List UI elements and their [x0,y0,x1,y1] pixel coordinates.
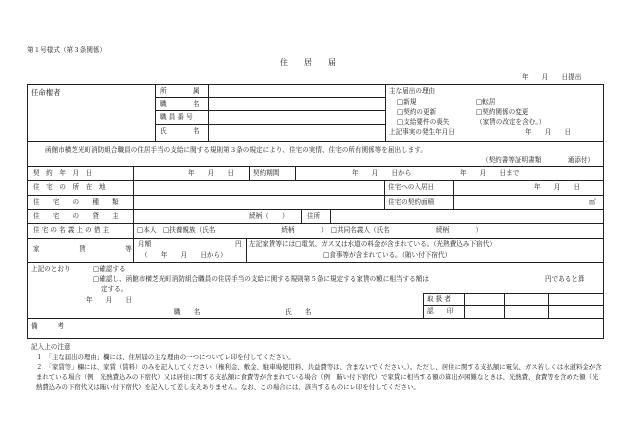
meals-included-note[interactable]: □食事等が含まれている。（賄い付下宿代） [323,251,452,259]
submission-date: 年 月 日提出 [522,73,582,81]
reason-loss-eligibility[interactable]: □支給要件の喪失 [397,118,450,126]
form-title: 住 居 届 [280,58,336,67]
contract-period-label: 契約期間 [253,169,280,177]
lessor-address-label: 住所 [307,212,321,220]
staff-number-label: 職 員 番 号 [160,113,193,121]
reason-heading: 主な届出の理由 [389,87,436,95]
confirm-lead: 上記のとおり [31,265,71,273]
note-item-2: ２ 「家賃等」欄には、家賃（賃料）のみを記入してください（権利金、敷金、駐車場使用料、共益費等は、含まないでください。）。ただし、居住に関する支払額に電気、ガス若しくは水道料金が含まれている場合（例 光熱費込みの下宿代）又は居住に関する支払額に食費等が含まれている場合（例 賄い付下宿代）で家賃に相当する額の算出が困難なときは、光熱費、食費等を含めた額（光熱費込みの下宿代又は賄い付下宿代）を記入して差し支えありません。なお、この場合には、該当するものにレ印を付してください。 [36,363,602,391]
contract-date-value[interactable]: 年 月 日 [188,169,235,177]
attachment-note: （契約書等証明書類 通添付） [482,156,595,164]
utilities-included-note[interactable]: 左記家賃等には□電気、ガス又は水道の料金が含まれている。（光熱費込み下宿代） [249,240,496,248]
handler-label: 取 扱 者 [427,295,451,303]
contract-period-from[interactable]: 年 月 日から [352,169,412,177]
area-unit: ㎡ [589,198,596,206]
statement-text: 函館市横芝光町消防組合職員の住居手当の支給に関する規則第３条の規定により、住宅の実情、住宅の所有関係等を届出します。 [45,146,427,154]
reason-contract-change[interactable]: □契約関係の変更 [476,108,529,116]
confirmer-title-label: 職 名 [174,308,201,316]
rent-label: 家 賃 等 [33,245,132,253]
applicant-name-label: 氏 名 [160,127,200,135]
contract-area-label: 住宅の契約面積 [388,198,435,206]
reason-renewal[interactable]: □契約の更新 [397,108,437,116]
move-in-label: 住宅への入居日 [388,183,435,191]
event-date-value[interactable]: 年 月 日 [525,128,572,136]
seal-label: 認 印 [427,307,454,315]
remarks-label: 備 考 [31,322,64,330]
tenant-label: 住 宅 の 名 義 上 の 借 主 [33,226,110,234]
affiliation-label: 所 属 [160,87,200,95]
confirm-date[interactable]: 年 月 日 [86,296,133,304]
form-number: 第１号様式（第３条関係） [27,46,107,54]
notes-heading: 記入上の注意 [31,343,71,351]
reason-move[interactable]: □転居 [476,98,496,106]
monthly-rent-label: 月額 [138,240,152,248]
move-in-value[interactable]: 年 月 日 [534,183,581,191]
reason-new[interactable]: □新規 [397,98,417,106]
confirm-calc-end: 定する。 [101,285,128,293]
tenant-options[interactable]: □本人 □扶養親族（氏名 続柄 ） □共同名義人（氏名 続柄 ） [137,226,483,234]
note-item-1: １ 「主な届出の理由」欄には、住居届の主な理由の一つについてレ印を付してください。 [36,353,295,361]
confirmer-name-label: 氏 名 [285,308,312,316]
housing-type-label: 住 宅 の 種 類 [33,198,119,206]
lessor-label: 住 宅 の 貸 主 [33,212,119,220]
confirm-calc-text[interactable]: □確認し、函館市横芝光町消防組合職員の住居手当の支給に関する規則第５条に規定する家賃の額に相当する額は [93,275,429,283]
contract-period-to[interactable]: 年 月 日まで [460,169,520,177]
contract-date-label: 契 約 年 月 日 [33,169,93,177]
appointer-label: 任命権者 [31,88,61,97]
confirm-calc-yen: 円であると算 [545,275,585,283]
lessor-relation[interactable]: 続柄（ ） [249,212,289,220]
location-label: 住 宅 の 所 在 地 [33,183,106,191]
event-date-label: 上記事実の発生年月日 [389,128,455,136]
yen-unit: 円 [235,240,242,248]
confirm-checkbox[interactable]: □確認する [93,265,126,273]
job-title-label: 職 名 [160,100,200,108]
reason-rent-revision-note: （家賃の改定を含む。） [476,118,546,126]
rent-start-date[interactable]: （ 年 月 日から） [141,251,227,259]
